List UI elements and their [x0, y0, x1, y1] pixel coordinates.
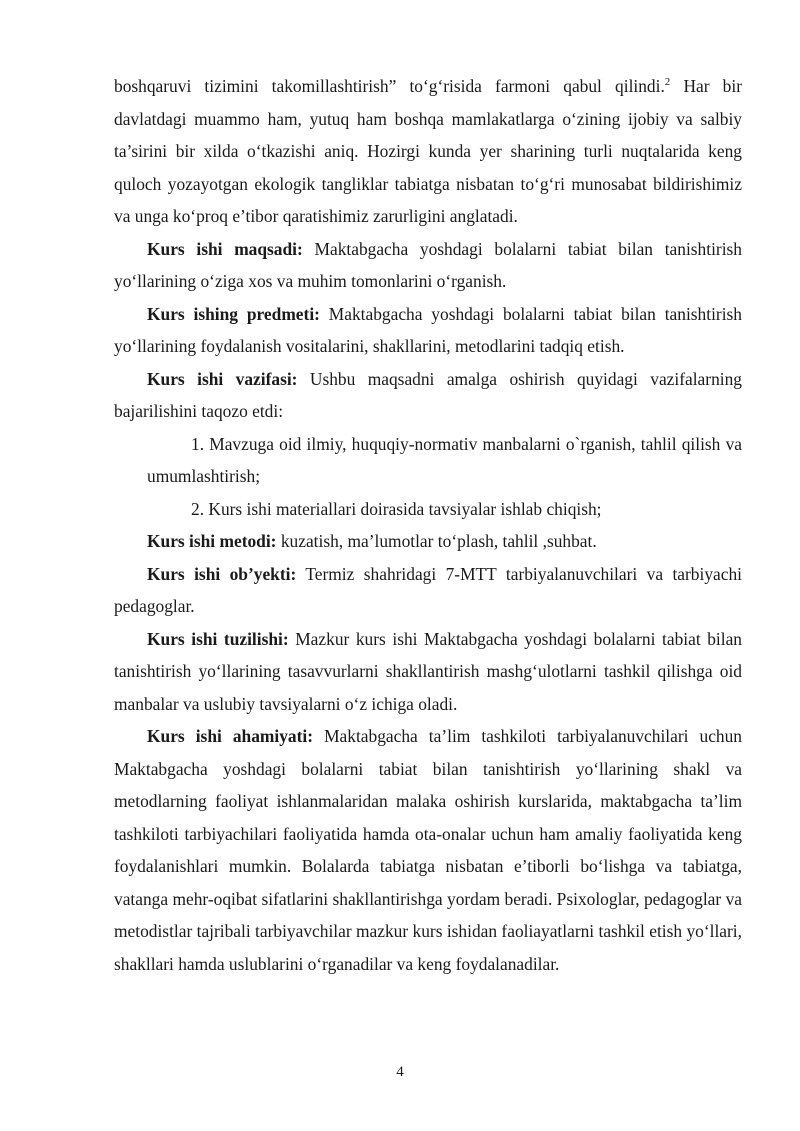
list-item-task-1: 1. Mavzuga oid ilmiy, huquqiy-normativ manbalarni o`rganish, tahlil qilish va umumlashtirish;: [147, 433, 742, 486]
document-body: [114, 70, 742, 980]
label-obyekt: Kurs ishi ob’yekti:: [147, 563, 297, 584]
text-ahamiyat: Maktabgacha ta’lim tashkiloti tarbiyalanuvchilari uchun Maktabgacha yoshdagi bolalarni tabiat bilan tanishtirish yo‘llarining shakl va metodlarning faoliyat ishlanmalaridan malaka oshirish kurslarida, maktabgacha ta’lim tashkiloti tarbiyachilari faoliyatida hamda ota-onalar uchun ham amaliy faoliyatida keng foydalanishlari mumkin. Bolalarda tabiatga nisbatan e’tiborli bo‘lishga va tabiatga, vatanga mehr-oqibat sifatlarini shakllantirishga yordam beradi. Psixologlar, pedagoglar va metodistlar tajribali tarbiyavchilar mazkur kurs ishidan faoliayatlarni tashkil etish yo‘llari, shakllari hamda uslublarini o‘rganadilar va keng foydalanadilar.: [114, 726, 742, 974]
label-predmet: Kurs ishing predmeti:: [147, 303, 320, 324]
label-metod: Kurs ishi metodi:: [147, 531, 277, 551]
list-item-task-2: 2. Kurs ishi materiallari doirasida tavsiyalar ishlab chiqish;: [191, 498, 602, 519]
intro-text: boshqaruvi tizimini takomillashtirish” to‘g‘risida farmoni qabul qilindi.: [114, 76, 665, 96]
text-metod: kuzatish, ma’lumotlar to‘plash, tahlil ,suhbat.: [276, 531, 597, 551]
page-number: 4: [396, 1064, 404, 1080]
paragraph-metod: [114, 525, 742, 558]
paragraph-maqsad: [114, 233, 742, 298]
footnote-reference[interactable]: 2: [664, 76, 671, 89]
label-tuzilish: Kurs ishi tuzilishi:: [147, 628, 289, 649]
paragraph-ahamiyat: [114, 720, 742, 980]
intro-text-continued: Har bir davlatdagi muammo ham, yutuq ham boshqa mamlakatlarga o‘zining ijobiy va salbiy ta’sirini bir xilda o‘tkazishi aniq. Hozirgi kunda yer sharining turli nuqtalarida keng quloch yozayotgan ekologik tangliklar tabiatga nisbatan to‘g‘ri munosabat bildirishimiz va unga ko‘proq e’tibor qaratishimiz zarurligini anglatadi.: [114, 76, 742, 226]
label-ahamiyat: Kurs ishi ahamiyati:: [147, 726, 314, 746]
text-vazifa: Ushbu maqsadni amalga oshirish quyidagi vazifalarning bajarilishini taqozo etdi:: [114, 368, 742, 421]
paragraph-vazifa: [114, 363, 742, 428]
text-obyekt: Termiz shahridagi 7-MTT tarbiyalanuvchilari va tarbiyachi pedagoglar.: [114, 563, 742, 616]
paragraph-obyekt: [114, 558, 742, 623]
paragraph-predmet: [114, 298, 742, 363]
label-vazifa: Kurs ishi vazifasi:: [147, 368, 298, 389]
text-tuzilish: Mazkur kurs ishi Maktabgacha yoshdagi bolalarni tabiat bilan tanishtirish yo‘llarining tasavvurlarni shakllantirish mashg‘ulotlarni tashkil qilishga oid manbalar va uslubiy tavsiyalarni o‘z ichiga oladi.: [114, 628, 742, 714]
intro-paragraph: [114, 70, 742, 233]
text-predmet: Maktabgacha yoshdagi bolalarni tabiat bilan tanishtirish yo‘llarining foydalanish vositalarini, shakllarini, metodlarini tadqiq etish.: [114, 303, 742, 356]
label-maqsad: Kurs ishi maqsadi:: [147, 238, 303, 259]
text-maqsad: Maktabgacha yoshdagi bolalarni tabiat bilan tanishtirish yo‘llarining o‘ziga xos va muhim tomonlarini o‘rganish.: [114, 238, 742, 291]
paragraph-tuzilish: [114, 623, 742, 721]
